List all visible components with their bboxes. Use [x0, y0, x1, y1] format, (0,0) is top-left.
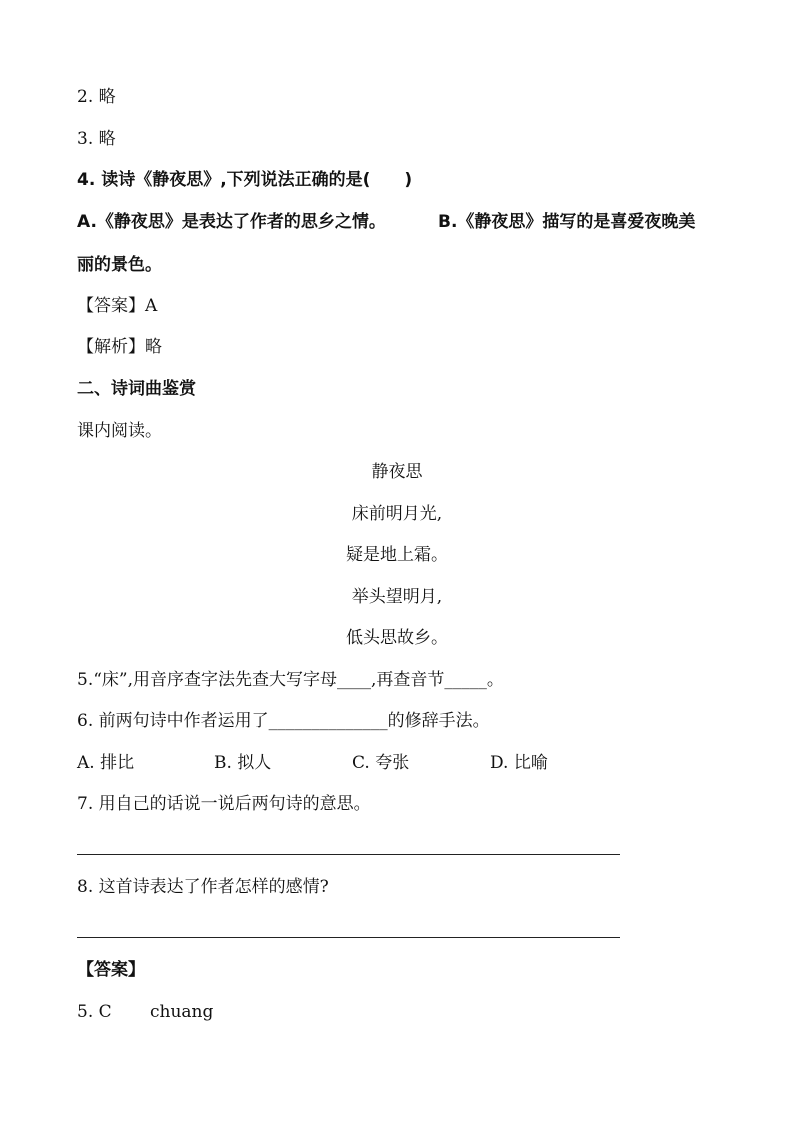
- question-4-analysis: 【解析】略: [77, 337, 162, 357]
- answer-5-pinyin: chuang: [150, 1002, 214, 1022]
- answer-heading: 【答案】: [77, 960, 145, 980]
- question-8: 8. 这首诗表达了作者怎样的感情?: [77, 877, 329, 897]
- poem-line-3: 举头望明月,: [351, 587, 443, 607]
- item-2: 2. 略: [77, 87, 116, 107]
- question-7: 7. 用自己的话说一说后两句诗的意思。: [77, 794, 371, 814]
- question-4-option-b-continued: 丽的景色。: [77, 255, 162, 275]
- poem-line-4: 低头思故乡。: [346, 628, 448, 648]
- question-4-option-a: A.《静夜思》是表达了作者的思乡之情。: [77, 212, 386, 232]
- question-6-option-a: A. 排比: [77, 753, 135, 773]
- question-6-stem: 6. 前两句诗中作者运用了______________的修辞手法。: [77, 711, 490, 731]
- poem-line-1: 床前明月光,: [351, 504, 443, 524]
- section-2-heading: 二、诗词曲鉴赏: [77, 379, 196, 399]
- answer-line-7: [77, 854, 620, 855]
- poem-title: 静夜思: [371, 462, 423, 482]
- item-3: 3. 略: [77, 129, 116, 149]
- question-6-option-d: D. 比喻: [490, 753, 548, 773]
- poem-line-2: 疑是地上霜。: [346, 545, 448, 565]
- answer-line-8: [77, 937, 620, 938]
- question-4-stem: 4. 读诗《静夜思》,下列说法正确的是( ): [77, 170, 413, 190]
- question-4-option-b: B.《静夜思》描写的是喜爱夜晚美: [438, 212, 696, 232]
- question-4-answer: 【答案】A: [77, 296, 158, 316]
- answer-5-label: 5. C: [77, 1002, 112, 1022]
- question-6-option-b: B. 拟人: [214, 753, 272, 773]
- question-6-option-c: C. 夸张: [352, 753, 410, 773]
- section-2-intro: 课内阅读。: [77, 421, 162, 441]
- question-5: 5.“床”,用音序查字法先查大写字母____,再查音节_____。: [77, 670, 504, 690]
